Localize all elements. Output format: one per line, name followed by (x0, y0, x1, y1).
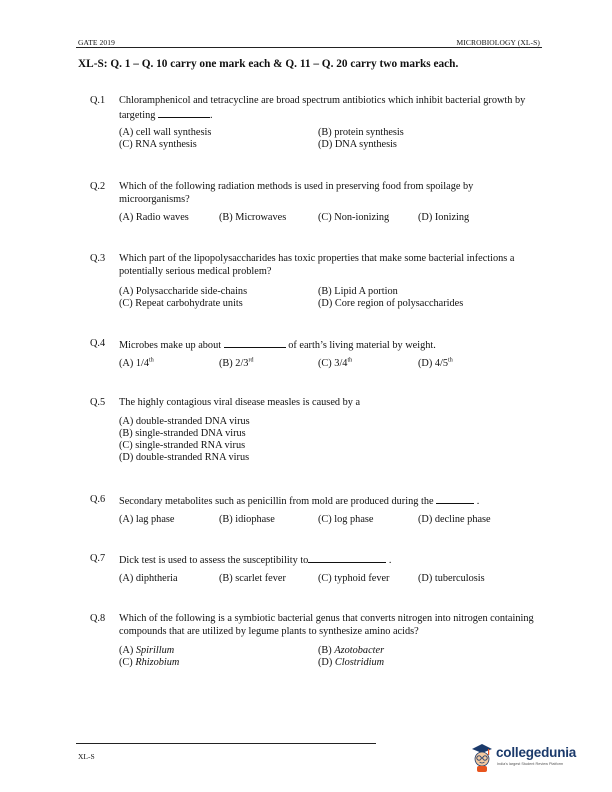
question-number: Q.3 (90, 253, 106, 264)
header-rule (76, 47, 542, 48)
option-a: (A) diphtheria (119, 573, 178, 584)
header-subject-label: MICROBIOLOGY (XL-S) (456, 38, 540, 47)
question-text-part: . (476, 496, 480, 507)
option-b: (B) single-stranded DNA virus (119, 428, 246, 439)
footer-rule (76, 743, 376, 744)
option-a: (A) Polysaccharide side-chains (119, 286, 248, 297)
option-d: (D) Core region of polysaccharides (318, 298, 464, 309)
option-b: (B) Lipid A portion (318, 286, 398, 297)
option-b: (B) 2/3rd (219, 357, 254, 369)
question-text: Which of the following radiation methods is used in preserving food from spoilage by microorganisms? (119, 181, 474, 205)
collegedunia-logo (470, 742, 590, 774)
header-exam-label: GATE 2019 (78, 38, 115, 47)
question-text-part: of earth’s living material by weight. (288, 340, 436, 351)
option-c: (C) typhoid fever (318, 573, 390, 584)
logo-tagline: India's largest Student Review Platform (497, 762, 564, 766)
question-text: Which of the following is a symbiotic bacterial genus that converts nitrogen into nitrogen containing compounds that are utilized by legume plants to synthesize amino acids? (119, 613, 534, 637)
question-text-part: Chloramphenicol and tetracycline are broad spectrum antibiotics which inhibit bacterial growth by targeting (119, 95, 526, 121)
option-d: (D) 4/5th (418, 357, 453, 369)
option-a: (A) Radio waves (119, 212, 189, 223)
question-text: The highly contagious viral disease measles is caused by a (119, 397, 361, 408)
question-number: Q.7 (90, 553, 106, 564)
option-d: (D) Ionizing (418, 212, 470, 223)
question-number: Q.2 (90, 181, 106, 192)
option-a: (A) Spirillum (119, 645, 175, 656)
answer-blank (436, 494, 474, 504)
option-b: (B) Azotobacter (318, 645, 385, 656)
question-text (119, 95, 539, 122)
section-title: XL-S: Q. 1 – Q. 10 carry one mark each & Q. 11 – Q. 20 carry two marks each. (78, 58, 459, 70)
option-b: (B) scarlet fever (219, 573, 286, 584)
question-text-part: Microbes make up about (119, 340, 222, 351)
option-c: (C) 3/4th (318, 357, 353, 369)
question-text: Which part of the lipopolysaccharides has toxic properties that make some bacterial infections a potentially serious medical problem? (119, 253, 515, 277)
option-c: (C) single-stranded RNA virus (119, 440, 246, 451)
question-number: Q.5 (90, 397, 106, 408)
option-c: (C) log phase (318, 514, 374, 525)
question-text (119, 494, 559, 509)
answer-blank (224, 338, 286, 348)
footer-paper-code: XL-S (78, 752, 95, 761)
mascot-icon (470, 742, 494, 772)
option-b: (B) idiophase (219, 514, 275, 525)
option-c: (C) Non-ionizing (318, 212, 390, 223)
question-number: Q.6 (90, 494, 106, 505)
answer-blank (158, 108, 210, 118)
question-text-part: Dick test is used to assess the susceptibility to (119, 555, 309, 566)
option-c: (C) Rhizobium (119, 657, 180, 668)
question-number: Q.1 (90, 95, 106, 106)
option-d: (D) double-stranded RNA virus (119, 452, 250, 463)
question-text-part: . (388, 555, 392, 566)
option-d: (D) decline phase (418, 514, 491, 525)
question-text-part: . (210, 109, 213, 121)
option-c: (C) Repeat carbohydrate units (119, 298, 243, 309)
question-text (119, 553, 539, 568)
question-number: Q.8 (90, 613, 106, 624)
answer-blank (308, 553, 386, 563)
option-a: (A) cell wall synthesis (119, 127, 212, 138)
question-number: Q.4 (90, 338, 106, 349)
question-text-part: Secondary metabolites such as penicillin from mold are produced during the (119, 496, 434, 507)
logo-wordmark: collegedunia (496, 745, 577, 760)
option-d: (D) DNA synthesis (318, 139, 397, 150)
option-a: (A) 1/4th (119, 357, 154, 369)
option-b: (B) protein synthesis (318, 127, 404, 138)
question-text (119, 338, 539, 353)
option-d: (D) tuberculosis (418, 573, 485, 584)
option-c: (C) RNA synthesis (119, 139, 197, 150)
option-a: (A) double-stranded DNA virus (119, 416, 250, 427)
option-b: (B) Microwaves (219, 212, 287, 223)
option-d: (D) Clostridium (318, 657, 385, 668)
option-a: (A) lag phase (119, 514, 175, 525)
